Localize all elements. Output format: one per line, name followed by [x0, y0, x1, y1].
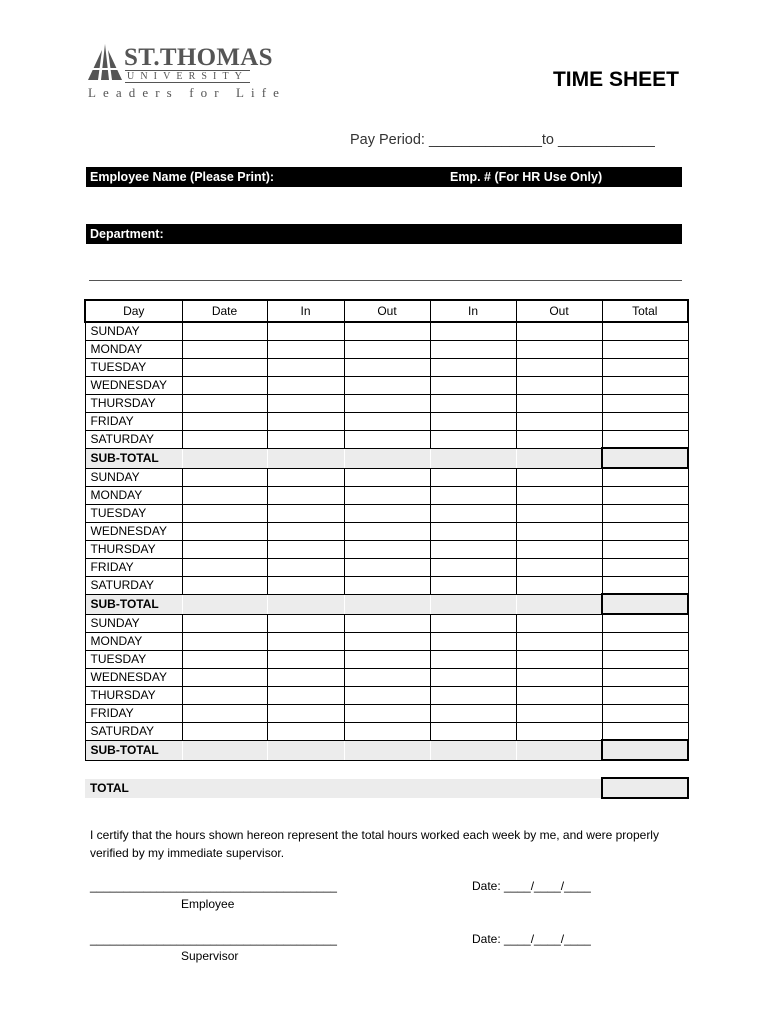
in-1-cell[interactable]	[267, 686, 344, 704]
in-2-cell[interactable]	[430, 614, 516, 632]
emp-number-label: Emp. # (For HR Use Only)	[450, 170, 603, 184]
in-1-cell[interactable]	[267, 614, 344, 632]
out-2-cell[interactable]	[516, 358, 602, 376]
out-2-cell[interactable]	[516, 340, 602, 358]
subtotal-blank	[516, 448, 602, 468]
day-cell: TUESDAY	[85, 650, 182, 668]
date-cell[interactable]	[182, 686, 267, 704]
out-1-cell[interactable]	[344, 668, 430, 686]
table-row	[85, 340, 688, 358]
day-cell: THURSDAY	[85, 540, 182, 558]
total-blank	[267, 778, 344, 798]
out-1-cell[interactable]	[344, 376, 430, 394]
date-cell[interactable]	[182, 704, 267, 722]
table-row	[85, 376, 688, 394]
department-label: Department:	[90, 227, 164, 241]
out-1-cell[interactable]	[344, 358, 430, 376]
employee-name-field[interactable]	[86, 167, 682, 187]
pay-period-field[interactable]: Pay Period: ______________to ____________	[350, 132, 655, 148]
subtotal-blank	[182, 740, 267, 760]
date-cell[interactable]	[182, 412, 267, 430]
total-row	[85, 778, 688, 798]
table-row	[85, 322, 688, 340]
out-2-cell[interactable]	[516, 468, 602, 486]
in-2-cell[interactable]	[430, 686, 516, 704]
total-cell[interactable]	[602, 394, 688, 412]
supervisor-signature-label: Supervisor	[181, 949, 239, 963]
out-2-cell[interactable]	[516, 632, 602, 650]
subtotal-label: SUB-TOTAL	[85, 594, 182, 614]
header-day: Day	[85, 300, 182, 322]
day-cell: SUNDAY	[85, 614, 182, 632]
out-2-cell[interactable]	[516, 614, 602, 632]
in-2-cell[interactable]	[430, 322, 516, 340]
in-2-cell[interactable]	[430, 376, 516, 394]
total-blank	[430, 778, 516, 798]
table-row	[85, 722, 688, 740]
subtotal-blank	[344, 594, 430, 614]
header-date: Date	[182, 300, 267, 322]
total-cell[interactable]	[602, 340, 688, 358]
in-1-cell[interactable]	[267, 522, 344, 540]
in-2-cell[interactable]	[430, 540, 516, 558]
out-2-cell[interactable]	[516, 412, 602, 430]
total-cell[interactable]	[602, 722, 688, 740]
table-row	[85, 704, 688, 722]
total-blank	[182, 778, 267, 798]
table-row	[85, 632, 688, 650]
subtotal-blank	[344, 448, 430, 468]
table-row	[85, 668, 688, 686]
in-1-cell[interactable]	[267, 632, 344, 650]
day-cell: THURSDAY	[85, 394, 182, 412]
total-cell[interactable]	[602, 322, 688, 340]
total-label: TOTAL	[85, 778, 182, 798]
in-2-cell[interactable]	[430, 394, 516, 412]
out-1-cell[interactable]	[344, 686, 430, 704]
document-title: TIME SHEET	[552, 68, 679, 91]
day-cell: MONDAY	[85, 632, 182, 650]
date-cell[interactable]	[182, 614, 267, 632]
total-cell[interactable]	[602, 540, 688, 558]
in-2-cell[interactable]	[430, 704, 516, 722]
in-2-cell[interactable]	[430, 340, 516, 358]
total-cell[interactable]	[602, 358, 688, 376]
total-cell[interactable]	[602, 522, 688, 540]
date-cell[interactable]	[182, 522, 267, 540]
header-in-2: In	[430, 300, 516, 322]
out-1-cell[interactable]	[344, 650, 430, 668]
subtotal-label: SUB-TOTAL	[85, 740, 182, 760]
employee-date-field[interactable]: Date: ____/____/____	[472, 879, 591, 893]
supervisor-date-field[interactable]: Date: ____/____/____	[472, 932, 591, 946]
total-cell[interactable]	[602, 486, 688, 504]
in-1-cell[interactable]	[267, 558, 344, 576]
out-2-cell[interactable]	[516, 576, 602, 594]
date-cell[interactable]	[182, 358, 267, 376]
in-2-cell[interactable]	[430, 412, 516, 430]
in-2-cell[interactable]	[430, 650, 516, 668]
total-blank	[344, 778, 430, 798]
out-1-cell[interactable]	[344, 412, 430, 430]
header-in-1: In	[267, 300, 344, 322]
table-row	[85, 412, 688, 430]
day-cell: FRIDAY	[85, 412, 182, 430]
in-1-cell[interactable]	[267, 358, 344, 376]
subtotal-blank	[267, 594, 344, 614]
out-1-cell[interactable]	[344, 522, 430, 540]
out-1-cell[interactable]	[344, 632, 430, 650]
day-cell: WEDNESDAY	[85, 668, 182, 686]
employee-name-label: Employee Name (Please Print):	[90, 170, 275, 184]
total-cell[interactable]	[602, 468, 688, 486]
in-1-cell[interactable]	[267, 650, 344, 668]
day-cell: MONDAY	[85, 340, 182, 358]
supervisor-signature-line[interactable]: _____________________________________	[90, 932, 337, 946]
out-2-cell[interactable]	[516, 704, 602, 722]
total-cell[interactable]	[602, 704, 688, 722]
total-cell[interactable]	[602, 504, 688, 522]
table-row	[85, 558, 688, 576]
subtotal-blank	[267, 740, 344, 760]
total-cell[interactable]	[602, 668, 688, 686]
out-1-cell[interactable]	[344, 722, 430, 740]
header-out-1: Out	[344, 300, 430, 322]
total-cell[interactable]	[602, 650, 688, 668]
in-1-cell[interactable]	[267, 468, 344, 486]
total-cell[interactable]	[602, 686, 688, 704]
out-2-cell[interactable]	[516, 504, 602, 522]
in-2-cell[interactable]	[430, 358, 516, 376]
table-row	[85, 522, 688, 540]
date-cell[interactable]	[182, 468, 267, 486]
in-1-cell[interactable]	[267, 722, 344, 740]
date-cell[interactable]	[182, 668, 267, 686]
date-cell[interactable]	[182, 576, 267, 594]
out-1-cell[interactable]	[344, 540, 430, 558]
out-2-cell[interactable]	[516, 394, 602, 412]
date-cell[interactable]	[182, 540, 267, 558]
total-cell[interactable]	[602, 376, 688, 394]
out-2-cell[interactable]	[516, 558, 602, 576]
in-2-cell[interactable]	[430, 468, 516, 486]
out-2-cell[interactable]	[516, 686, 602, 704]
day-cell: WEDNESDAY	[85, 376, 182, 394]
date-cell[interactable]	[182, 322, 267, 340]
header-out-2: Out	[516, 300, 602, 322]
out-2-cell[interactable]	[516, 540, 602, 558]
total-cell[interactable]	[602, 614, 688, 632]
in-1-cell[interactable]	[267, 576, 344, 594]
subtotal-blank	[344, 740, 430, 760]
total-blank	[516, 778, 602, 798]
subtotal-blank	[516, 594, 602, 614]
subtotal-blank	[430, 740, 516, 760]
subtotal-label: SUB-TOTAL	[85, 448, 182, 468]
out-1-cell[interactable]	[344, 504, 430, 522]
employee-signature-label: Employee	[181, 897, 235, 911]
spacer-row	[85, 760, 688, 778]
in-2-cell[interactable]	[430, 576, 516, 594]
out-2-cell[interactable]	[516, 668, 602, 686]
in-1-cell[interactable]	[267, 394, 344, 412]
table-row	[85, 358, 688, 376]
total-cell[interactable]	[602, 576, 688, 594]
out-1-cell[interactable]	[344, 704, 430, 722]
total-cell[interactable]	[602, 430, 688, 448]
in-2-cell[interactable]	[430, 486, 516, 504]
date-cell[interactable]	[182, 486, 267, 504]
date-cell[interactable]	[182, 376, 267, 394]
timesheet-table	[84, 299, 689, 799]
employee-signature-line[interactable]: _____________________________________	[90, 879, 337, 893]
university-logo	[88, 44, 287, 100]
out-2-cell[interactable]	[516, 722, 602, 740]
date-cell[interactable]	[182, 394, 267, 412]
out-2-cell[interactable]	[516, 650, 602, 668]
day-cell: SUNDAY	[85, 468, 182, 486]
date-cell[interactable]	[182, 430, 267, 448]
logo-tagline: Leaders for Life	[88, 85, 287, 100]
total-cell[interactable]	[602, 632, 688, 650]
in-2-cell[interactable]	[430, 522, 516, 540]
subtotal-blank	[182, 594, 267, 614]
out-1-cell[interactable]	[344, 394, 430, 412]
table-row	[85, 650, 688, 668]
table-row	[85, 486, 688, 504]
total-box[interactable]	[602, 778, 688, 798]
in-2-cell[interactable]	[430, 668, 516, 686]
day-cell: SUNDAY	[85, 322, 182, 340]
in-1-cell[interactable]	[267, 486, 344, 504]
in-2-cell[interactable]	[430, 722, 516, 740]
in-1-cell[interactable]	[267, 376, 344, 394]
in-2-cell[interactable]	[430, 632, 516, 650]
day-cell: MONDAY	[85, 486, 182, 504]
table-row	[85, 394, 688, 412]
subtotal-blank	[430, 594, 516, 614]
in-1-cell[interactable]	[267, 340, 344, 358]
out-2-cell[interactable]	[516, 322, 602, 340]
table-row	[85, 504, 688, 522]
day-cell: WEDNESDAY	[85, 522, 182, 540]
table-header-row	[85, 300, 688, 322]
out-1-cell[interactable]	[344, 340, 430, 358]
out-1-cell[interactable]	[344, 558, 430, 576]
day-cell: TUESDAY	[85, 358, 182, 376]
lighthouse-logo-icon	[88, 44, 122, 80]
subtotal-row	[85, 448, 688, 468]
subtotal-blank	[430, 448, 516, 468]
subtotal-blank	[516, 740, 602, 760]
out-1-cell[interactable]	[344, 576, 430, 594]
day-cell: TUESDAY	[85, 504, 182, 522]
out-2-cell[interactable]	[516, 430, 602, 448]
out-1-cell[interactable]	[344, 468, 430, 486]
subtotal-row	[85, 594, 688, 614]
in-1-cell[interactable]	[267, 412, 344, 430]
out-1-cell[interactable]	[344, 614, 430, 632]
subtotal-box[interactable]	[602, 740, 688, 760]
subtotal-row	[85, 740, 688, 760]
department-underline	[89, 280, 682, 281]
out-2-cell[interactable]	[516, 522, 602, 540]
table-row	[85, 540, 688, 558]
in-2-cell[interactable]	[430, 504, 516, 522]
out-1-cell[interactable]	[344, 430, 430, 448]
in-1-cell[interactable]	[267, 540, 344, 558]
total-cell[interactable]	[602, 558, 688, 576]
in-1-cell[interactable]	[267, 430, 344, 448]
subtotal-box[interactable]	[602, 594, 688, 614]
in-1-cell[interactable]	[267, 322, 344, 340]
date-cell[interactable]	[182, 504, 267, 522]
table-row	[85, 686, 688, 704]
day-cell: SATURDAY	[85, 430, 182, 448]
header-total: Total	[602, 300, 688, 322]
department-field[interactable]	[86, 224, 682, 244]
in-1-cell[interactable]	[267, 704, 344, 722]
date-cell[interactable]	[182, 340, 267, 358]
subtotal-box[interactable]	[602, 448, 688, 468]
in-2-cell[interactable]	[430, 558, 516, 576]
logo-university: UNIVERSITY	[127, 71, 248, 82]
date-cell[interactable]	[182, 558, 267, 576]
table-row	[85, 468, 688, 486]
day-cell: SATURDAY	[85, 722, 182, 740]
day-cell: FRIDAY	[85, 704, 182, 722]
table-row	[85, 614, 688, 632]
certification-text: I certify that the hours shown hereon represent the total hours worked each week by me, and were properly verified by my immediate supervisor.	[90, 828, 659, 860]
out-2-cell[interactable]	[516, 486, 602, 504]
subtotal-blank	[182, 448, 267, 468]
in-1-cell[interactable]	[267, 504, 344, 522]
date-cell[interactable]	[182, 650, 267, 668]
day-cell: SATURDAY	[85, 576, 182, 594]
logo-name: ST.THOMAS	[124, 44, 273, 71]
day-cell: FRIDAY	[85, 558, 182, 576]
out-1-cell[interactable]	[344, 322, 430, 340]
date-cell[interactable]	[182, 632, 267, 650]
day-cell: THURSDAY	[85, 686, 182, 704]
total-cell[interactable]	[602, 412, 688, 430]
subtotal-blank	[267, 448, 344, 468]
out-2-cell[interactable]	[516, 376, 602, 394]
table-row	[85, 576, 688, 594]
out-1-cell[interactable]	[344, 486, 430, 504]
in-1-cell[interactable]	[267, 668, 344, 686]
table-row	[85, 430, 688, 448]
in-2-cell[interactable]	[430, 430, 516, 448]
date-cell[interactable]	[182, 722, 267, 740]
